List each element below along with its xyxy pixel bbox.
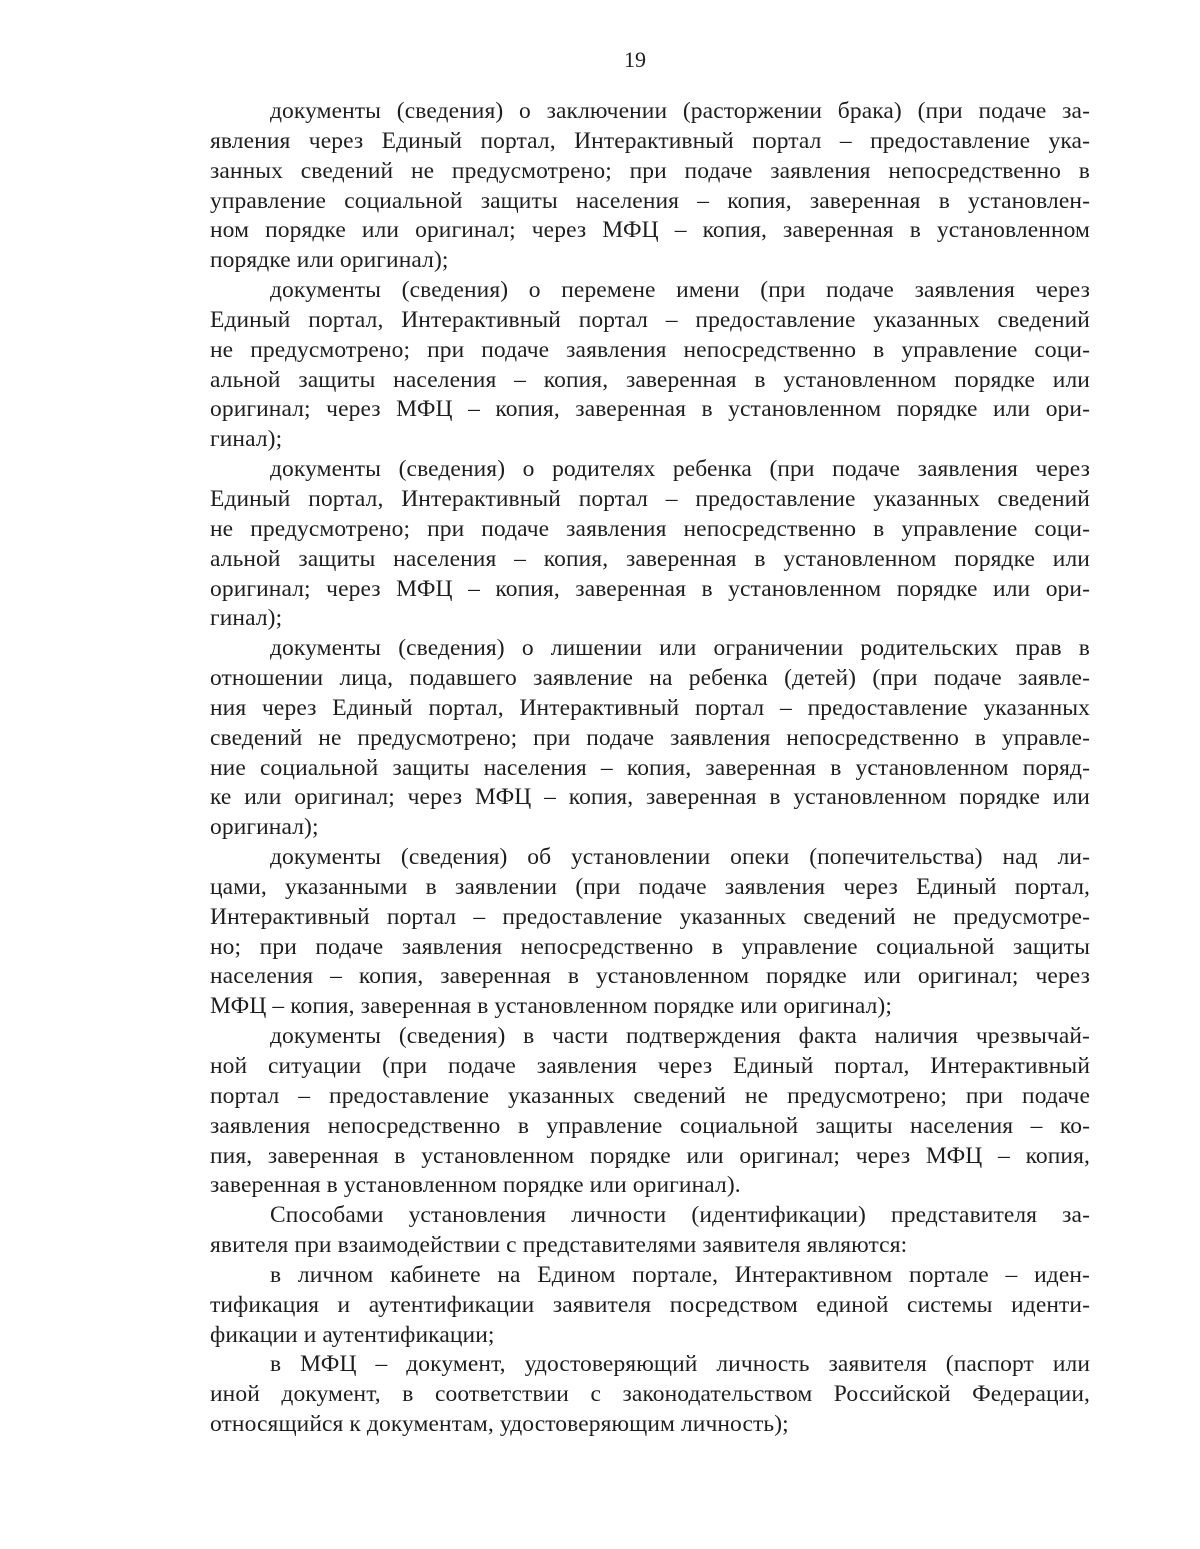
text-line: управление социальной защиты населения – копия, заверенная в установлен- <box>210 187 1090 214</box>
page-number: 19 <box>624 47 646 72</box>
text-line: в личном кабинете на Едином портале, Интерактивном портале – иден- <box>270 1261 1090 1288</box>
text-line: явления через Единый портал, Интерактивный портал – предоставление ука- <box>210 127 1090 154</box>
text-line: в МФЦ – документ, удостоверяющий личность заявителя (паспорт или <box>270 1351 1090 1378</box>
text-line: ние социальной защиты населения – копия, заверенная в установленном поряд- <box>210 754 1090 781</box>
text-line: оригинал); <box>210 814 319 841</box>
paragraph <box>210 455 1090 634</box>
text-line: документы (сведения) о заключении (расторжении брака) (при подаче за- <box>270 98 1090 124</box>
paragraph <box>210 1261 1090 1351</box>
text-line: заявления непосредственно в управление социальной защиты населения – ко- <box>210 1112 1090 1139</box>
text-line: не предусмотрено; при подаче заявления непосредственно в управление соци- <box>210 336 1090 363</box>
paragraph <box>210 634 1090 843</box>
text-line: гинал); <box>210 605 283 632</box>
text-line: иной документ, в соответствии с законодательством Российской Федерации, <box>210 1381 1090 1408</box>
paragraph <box>210 1022 1090 1201</box>
text-line: портал – предоставление указанных сведений не предусмотрено; при подаче <box>210 1082 1090 1109</box>
text-line: оригинал; через МФЦ – копия, заверенная в установленном порядке или ори- <box>210 396 1090 423</box>
text-line: порядке или оригинал); <box>210 247 449 274</box>
text-line: альной защиты населения – копия, заверенная в установленном порядке или <box>210 366 1090 393</box>
text-line: альной защиты населения – копия, заверенная в установленном порядке или <box>210 545 1090 572</box>
text-line: ке или оригинал; через МФЦ – копия, заверенная в установленном порядке или <box>210 784 1090 811</box>
document-body <box>210 97 1090 1440</box>
text-line: не предусмотрено; при подаче заявления непосредственно в управление соци- <box>210 515 1090 542</box>
text-line: ной ситуации (при подаче заявления через Единый портал, Интерактивный <box>210 1053 1090 1079</box>
text-line: Интерактивный портал – предоставление указанных сведений не предусмотре- <box>210 903 1090 930</box>
text-line: Способами установления личности (идентификации) представителя за- <box>270 1202 1090 1229</box>
text-line: занных сведений не предусмотрено; при подаче заявления непосредственно в <box>210 157 1090 184</box>
text-line: тификация и аутентификации заявителя посредством единой системы иденти- <box>210 1291 1090 1318</box>
paragraph <box>210 276 1090 455</box>
text-line: МФЦ – копия, заверенная в установленном порядке или оригинал); <box>210 993 892 1020</box>
text-line: сведений не предусмотрено; при подаче заявления непосредственно в управле- <box>210 724 1090 751</box>
text-line: документы (сведения) о родителях ребенка (при подаче заявления через <box>270 456 1090 483</box>
paragraph <box>210 1201 1090 1261</box>
text-line: населения – копия, заверенная в установленном порядке или оригинал; через <box>210 963 1090 990</box>
text-line: гинал); <box>210 426 283 453</box>
text-line: пия, заверенная в установленном порядке или оригинал; через МФЦ – копия, <box>210 1142 1090 1169</box>
text-line: ния через Единый портал, Интерактивный портал – предоставление указанных <box>210 694 1090 721</box>
paragraph <box>210 1350 1090 1440</box>
text-line: документы (сведения) в части подтверждения факта наличия чрезвычай- <box>270 1023 1090 1050</box>
paragraph <box>210 843 1090 1022</box>
text-line: цами, указанными в заявлении (при подаче заявления через Единый портал, <box>210 873 1090 900</box>
text-line: явителя при взаимодействии с представителями заявителя являются: <box>210 1232 908 1259</box>
text-line: Единый портал, Интерактивный портал – предоставление указанных сведений <box>210 306 1090 333</box>
text-line: заверенная в установленном порядке или оригинал). <box>210 1172 741 1199</box>
text-line: ном порядке или оригинал; через МФЦ – копия, заверенная в установленном <box>210 217 1090 244</box>
paragraph <box>210 97 1090 276</box>
text-line: документы (сведения) о перемене имени (при подаче заявления через <box>270 277 1090 304</box>
text-line: но; при подаче заявления непосредственно в управление социальной защиты <box>210 933 1090 960</box>
text-line: фикации и аутентификации; <box>210 1321 495 1348</box>
text-line: отношении лица, подавшего заявление на ребенка (детей) (при подаче заявле- <box>210 665 1090 692</box>
text-line: относящийся к документам, удостоверяющим личность); <box>210 1411 789 1438</box>
text-line: Единый портал, Интерактивный портал – предоставление указанных сведений <box>210 485 1090 512</box>
text-line: документы (сведения) о лишении или ограничении родительских прав в <box>270 635 1090 662</box>
text-line: документы (сведения) об установлении опеки (попечительства) над ли- <box>270 844 1090 871</box>
text-line: оригинал; через МФЦ – копия, заверенная в установленном порядке или ори- <box>210 575 1090 602</box>
